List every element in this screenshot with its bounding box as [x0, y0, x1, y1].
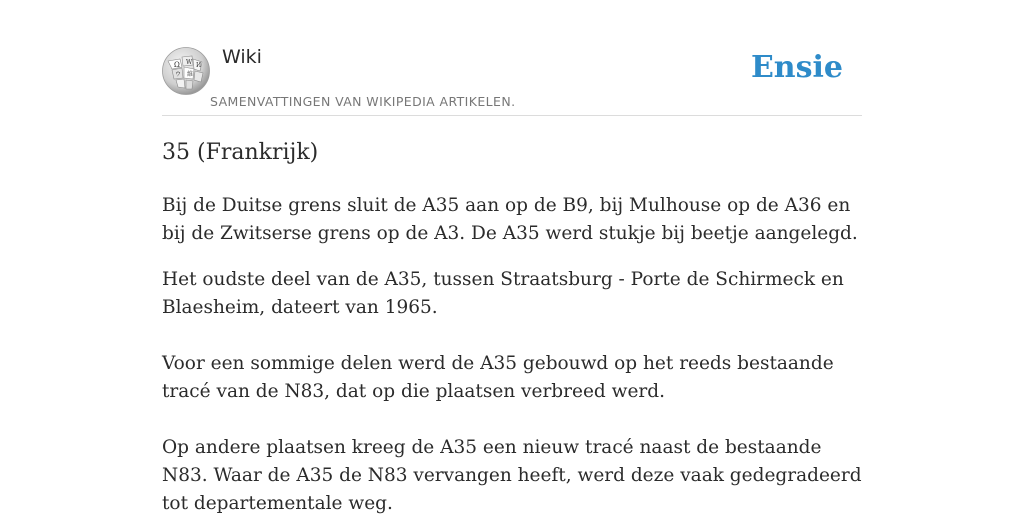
site-header — [162, 0, 862, 116]
wiki-link[interactable]: Wiki — [222, 46, 262, 68]
article-paragraph: Bij de Duitse grens sluit de A35 aan op de B9, bij Mulhouse op de A36 en bij de Zwitserse grens op de A3. De A35 werd stukje bij beetje aangelegd. — [162, 195, 858, 244]
article-paragraph: Het oudste deel van de A35, tussen Straatsburg - Porte de Schirmeck en Blaesheim, dateert van 1965. — [162, 269, 844, 318]
article-content — [162, 192, 862, 518]
article-paragraph: Op andere plaatsen kreeg de A35 een nieuw tracé naast de bestaande N83. Waar de A35 de N83 vervangen heeft, werd deze vaak gedegradeerd tot departementale weg. — [162, 437, 862, 514]
article-paragraph: Voor een sommige delen werd de A35 gebouwd op het reeds bestaande tracé van de N83, dat op die plaatsen verbreed werd. — [162, 353, 834, 402]
svg-text:Ω: Ω — [174, 61, 180, 69]
svg-text:ウ: ウ — [175, 71, 182, 78]
ensie-brand-link[interactable]: Ensie — [750, 50, 843, 85]
wikipedia-globe-icon[interactable] — [162, 47, 210, 95]
svg-text:W: W — [186, 59, 193, 66]
page-title: 35 (Frankrijk) — [162, 140, 319, 165]
site-tagline: SAMENVATTINGEN VAN WIKIPEDIA ARTIKELEN. — [210, 94, 516, 109]
svg-text:維: 維 — [187, 71, 194, 78]
page — [162, 0, 862, 512]
svg-text:И: И — [196, 62, 202, 69]
